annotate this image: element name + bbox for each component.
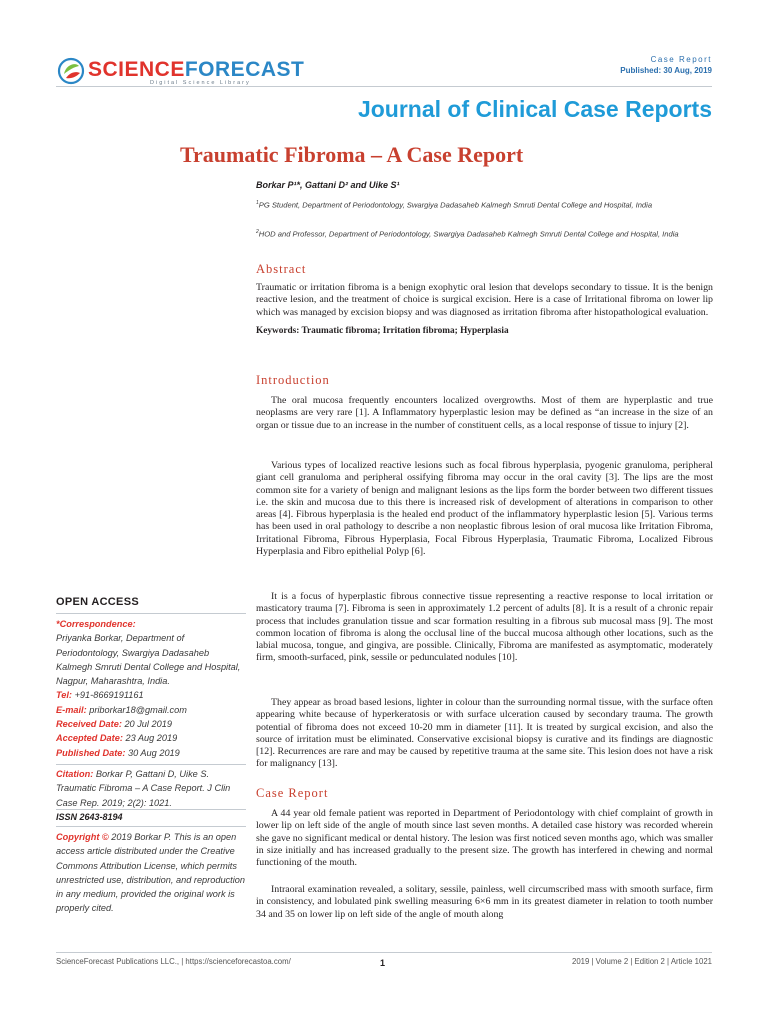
open-access-label: OPEN ACCESS bbox=[56, 596, 139, 608]
received-date: Received Date: 20 Jul 2019 bbox=[56, 719, 172, 730]
footer-volume-info: 2019 | Volume 2 | Edition 2 | Article 1021 bbox=[571, 957, 712, 966]
case-report-section-2 bbox=[256, 884, 713, 921]
email[interactable]: E-mail: priborkar18@gmail.com bbox=[56, 704, 187, 715]
article-title: Traumatic Fibroma – A Case Report bbox=[180, 142, 524, 167]
affiliation-1: $^1$PG Student, Department of Periodontology, Swargiya Dadasaheb Kalmegh Smruti Dental College and Hospital, India bbox=[256, 200, 653, 210]
introduction-heading: Introduction bbox=[256, 373, 330, 387]
affiliation-2: $^2$HOD and Professor, Department of Periodontology, Swargiya Dadasaheb Kalmegh Smruti Dental College and Hospital, India bbox=[256, 229, 679, 239]
copyright-block: Copyright © 2019 Borkar P. This is an open access article distributed under the Creative Commons Attribution License, which permits unrestricted use, distribution, and reproduction in any medium, provided the original work is properly cited. bbox=[56, 832, 245, 914]
introduction-section bbox=[256, 395, 713, 432]
intro-paragraph-1: The oral mucosa frequently encounters localized overgrowths. Most of them are hyperplastic and true neoplasms are very rare [1]. A Inflammatory hyperplastic lesion may be defined as “an increase in the size of an organ or tissue due to an increase in the number of constituent cells, as a local response of tissue to injury [2]. bbox=[256, 395, 713, 431]
correspondence-text: Priyanka Borkar, Department of Periodontology, Swargiya Dadasaheb Kalmegh Smruti Dental College and Hospital, Nagpur, Maharashtra, India. bbox=[56, 633, 241, 687]
telephone: Tel: +91-8669191161 bbox=[56, 690, 144, 701]
logo-tagline: Digital Science Library bbox=[150, 80, 251, 86]
author-list: Borkar P¹*, Gattani D² and Uike S¹ bbox=[256, 180, 400, 190]
intro-paragraph-3: It is a focus of hyperplastic fibrous connective tissue representing a reactive response to local irritation or masticatory trauma [7]. Fibroma is seen in approximately 1.2 percent of adults [8]. It is a result of a chronic repair process that includes granulation tissue and scar formation resulting in a fibrous sub mucosal mass [9]. The most common location of fibroma is along the occlusal line of the buccal mucosa although other locations, such as the labial mucosa, tongue, and gingiva, are possible. Clinically, Fibroma are manifested as asymptomatic, moderately firm, smooth-surfaced, pink, sessile or pedunculated nodules [10]. bbox=[256, 591, 713, 664]
correspondence-label: *Correspondence: bbox=[56, 619, 136, 629]
abstract-text: Traumatic or irritation fibroma is a benign exophytic oral lesion that develops secondary to tissue. It is the benign reactive lesion, and the treatment of choice is surgical excision. Here is a case of Irritational fibroma on lower lip which was managed by excision biopsy and was diagnosed as irritation fibroma after histopathological evaluation. bbox=[256, 282, 713, 318]
journal-title: Journal of Clinical Case Reports bbox=[357, 96, 712, 122]
published-date-header: Published: 30 Aug, 2019 bbox=[620, 66, 712, 75]
published-date: Published Date: 30 Aug 2019 bbox=[56, 747, 180, 758]
citation-block: Citation: Borkar P, Gattani D, Uike S. Traumatic Fibroma – A Case Report. J Clin Case Rep. 2019; 2(2): 1021. bbox=[56, 769, 231, 808]
article-type-label: Case Report bbox=[650, 55, 712, 64]
keywords: Keywords: Traumatic fibroma; Irritation fibroma; Hyperplasia bbox=[256, 325, 509, 336]
introduction-section-3 bbox=[256, 591, 713, 665]
accepted-date: Accepted Date: 23 Aug 2019 bbox=[56, 733, 178, 744]
sidebar-divider-top bbox=[56, 613, 246, 614]
sidebar-divider-issn bbox=[56, 809, 246, 810]
abstract-section bbox=[256, 282, 713, 336]
footer-divider bbox=[56, 952, 712, 953]
introduction-section-4 bbox=[256, 697, 713, 771]
header-divider bbox=[56, 86, 712, 87]
sidebar-divider-bottom bbox=[56, 826, 246, 827]
case-paragraph-1: A 44 year old female patient was reported in Department of Periodontology with chief complaint of growth in lower lip on left side of the angle of mouth since last seven months. A detailed case history was recorded wherein she gave no significant medical or dental history. The lesion was first noticed seven months ago, which was smaller in size initially and has increased gradually to the present size. The growth has interfered in chewing and normal functioning of the mouth. bbox=[256, 808, 713, 869]
intro-paragraph-4: They appear as broad based lesions, lighter in colour than the surrounding normal tissue, with the surface often appearing white because of hyperkeratosis or with surface ulceration caused by secondary trauma. The growth potential of fibroma does not exceed 10-20 mm in diameter [11]. It is treated by surgical excision, and also the source of irritation must be eliminated. Conservative excisional biopsy is curative and its findings are diagnostic [12]. Recurrences are rare and may be caused by repetitive trauma at the same site. This lesion does not have a risk for malignancy [13]. bbox=[256, 697, 713, 770]
publisher-logo[interactable] bbox=[56, 56, 356, 90]
issn: ISSN 2643-8194 bbox=[56, 812, 123, 822]
globe-leaf-icon bbox=[56, 56, 86, 86]
page-number: 1 bbox=[380, 958, 386, 968]
sidebar-divider-mid bbox=[56, 764, 246, 765]
logo-wordmark: SCIENCEFORECAST bbox=[88, 58, 305, 81]
correspondence-block bbox=[56, 617, 246, 760]
case-report-section bbox=[256, 808, 713, 869]
case-paragraph-2: Intraoral examination revealed, a solitary, sessile, painless, well circumscribed mass with smooth surface, firm in consistency, and lobulated pink swelling measuring 6×6 mm in its greatest diameter in relation to tooth number 34 and 35 on lower lip on left side of the angle of mouth along bbox=[256, 884, 713, 920]
case-report-heading: Case Report bbox=[256, 786, 329, 800]
abstract-heading: Abstract bbox=[256, 262, 307, 276]
intro-paragraph-2: Various types of localized reactive lesions such as focal fibrous hyperplasia, pyogenic granuloma, peripheral giant cell granuloma and peripheral ossifying fibroma may occur in the oral cavity [3]. The lips are the most common site for a variety of benign and malignant lesions as the lips form the border between two different tissues i.e. the skin and mucosa due to this there is increased risk of development of alterations in comparison to other areas [4]. Fibrous hyperplasia is the healed end product of the inflammatory hyperplastic lesion [5]. Various terms has been used in oral pathology to describe a non neoplastic fibrous lesion of oral mucosa like Irritation Fibroma, Irritational Fibroma, Fibrous Hyperplasia, Focal Fibrous Hyperplasia, Traumatic Fibroma, Localized Fibrous Hyperplasia and Fibro epithelial Polyp [6]. bbox=[256, 460, 713, 558]
introduction-section-2 bbox=[256, 460, 713, 558]
article-type-block bbox=[620, 55, 712, 75]
footer-publisher[interactable]: ScienceForecast Publications LLC., | https://scienceforecastoa.com/ bbox=[56, 957, 291, 966]
